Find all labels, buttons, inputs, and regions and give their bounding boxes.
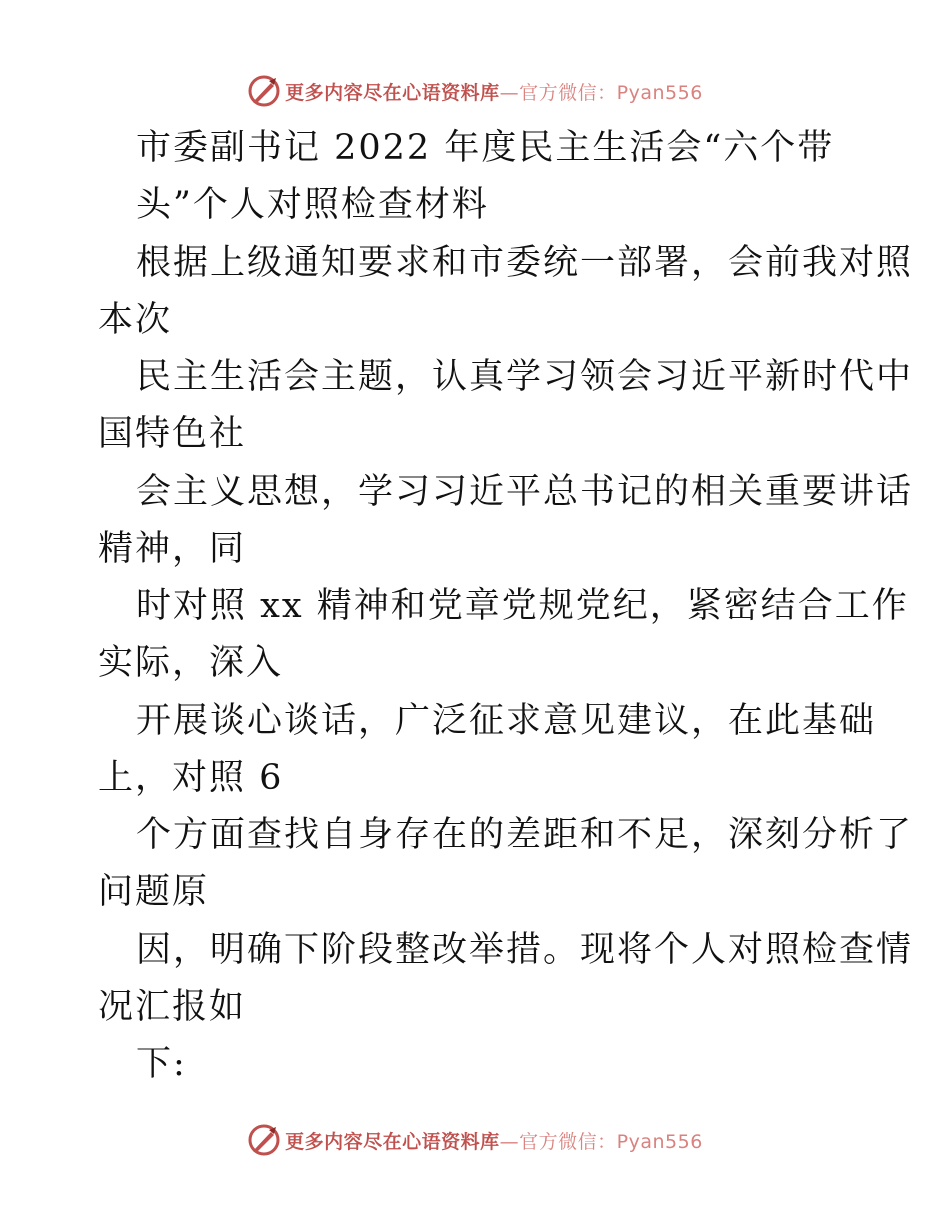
watermark-text: 更多内容尽在心语资料库—官方微信：Pyan556: [285, 1130, 703, 1153]
document-title-line-1: 市委副书记 2022 年度民主生活会“六个带: [136, 128, 835, 168]
quill-pen-logo-icon: [247, 74, 281, 108]
paragraph-line: 况汇报如: [98, 987, 247, 1027]
paragraph-line: 民主生活会主题，认真学习领会习近平新时代中: [136, 357, 914, 397]
paragraph-line: 个方面查找自身存在的差距和不足，深刻分析了: [136, 815, 914, 855]
paragraph-line: 开展谈心谈话，广泛征求意见建议，在此基础: [136, 701, 877, 741]
header-watermark: [0, 71, 950, 111]
paragraph-line: 精神，同: [98, 529, 247, 569]
paragraph-line: 上，对照 6: [98, 758, 284, 798]
paragraph-line: 国特色社: [98, 414, 247, 454]
quill-pen-logo-icon: [247, 1123, 281, 1157]
paragraph-line: 根据上级通知要求和市委统一部署，会前我对照: [136, 243, 914, 283]
paragraph-line: 问题原: [98, 872, 210, 912]
paragraph-line: 因，明确下阶段整改举措。现将个人对照检查情: [136, 930, 914, 970]
document-title-line-2: 头”个人对照检查材料: [136, 185, 489, 225]
paragraph-line: 会主义思想，学习习近平总书记的相关重要讲话: [136, 472, 914, 512]
paragraph-line: 实际，深入: [98, 643, 284, 683]
footer-watermark: [0, 1120, 950, 1160]
paragraph-line: 本次: [98, 300, 173, 340]
paragraph-line: 下:: [136, 1044, 187, 1084]
watermark-text: 更多内容尽在心语资料库—官方微信：Pyan556: [285, 81, 703, 104]
paragraph-line: 时对照 xx 精神和党章党规党纪，紧密结合工作: [136, 586, 909, 626]
